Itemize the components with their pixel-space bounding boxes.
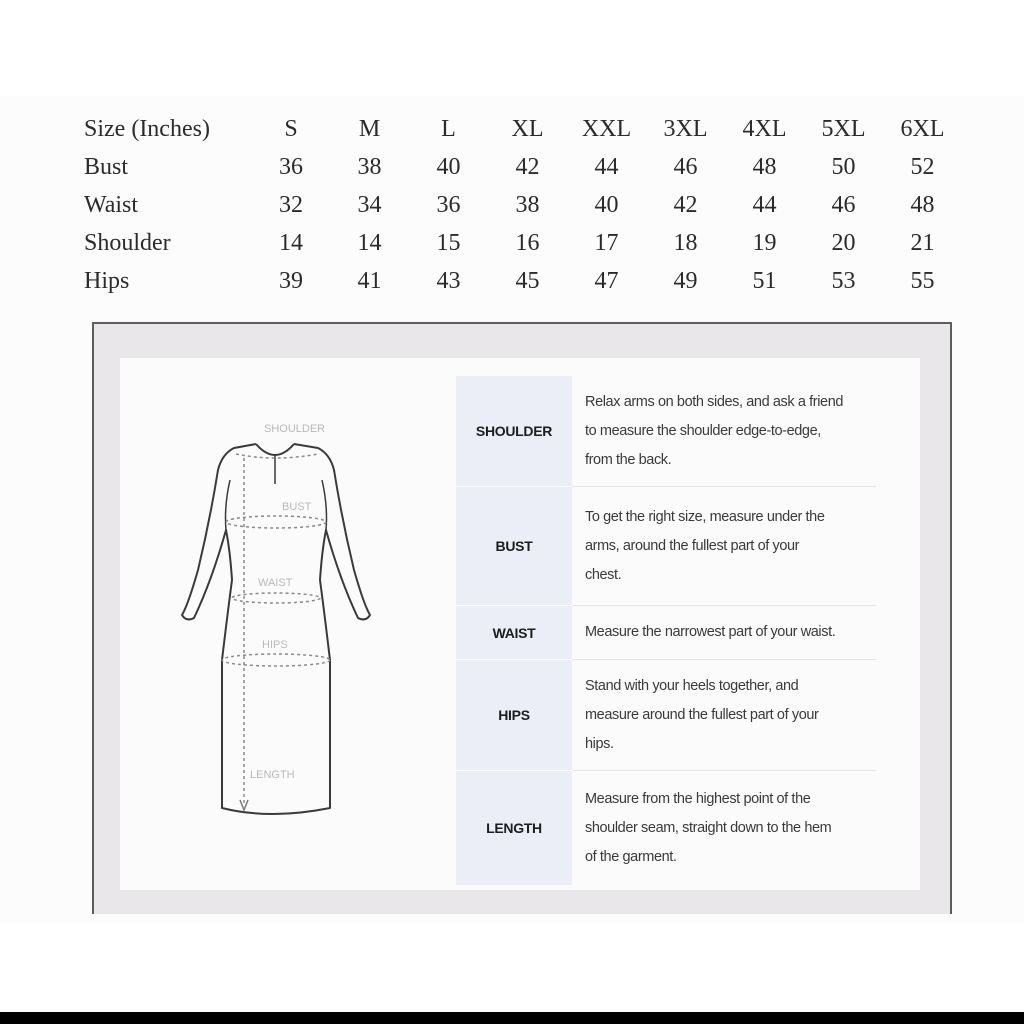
size-cell: 40 [594, 191, 619, 218]
size-cell: 18 [673, 229, 698, 256]
size-header-m: M [358, 115, 381, 142]
size-header-xl: XL [511, 115, 544, 142]
guide-line: chest. [585, 566, 622, 583]
dress-label-bust: BUST [282, 501, 312, 513]
size-cell: 17 [594, 229, 619, 256]
size-cell: 44 [594, 153, 619, 180]
dress-body [182, 444, 370, 814]
dress-outline [182, 444, 370, 814]
size-header-label: Size (Inches) [84, 115, 210, 142]
size-header-row [84, 110, 962, 148]
size-cell: 36 [436, 191, 461, 218]
size-row-label: Hips [84, 267, 130, 294]
size-cell: 14 [357, 229, 382, 256]
guide-term: HIPS [456, 660, 572, 771]
guide-row-hips [456, 660, 876, 771]
size-cell: 48 [752, 153, 777, 180]
size-cell: 48 [910, 191, 935, 218]
size-header-xxl: XXL [581, 115, 632, 142]
size-cell: 49 [673, 267, 698, 294]
guide-line: Stand with your heels together, and [585, 677, 799, 694]
size-row-waist [84, 186, 962, 224]
guide-row-length [456, 771, 876, 886]
size-cell: 52 [910, 153, 935, 180]
guide-line: Relax arms on both sides, and ask a friend [585, 393, 844, 410]
size-header-5xl: 5XL [821, 115, 866, 142]
size-cell: 38 [515, 191, 540, 218]
guide-line: Measure the narrowest part of your waist. [585, 624, 836, 640]
size-row-label: Bust [84, 153, 129, 180]
size-cell: 46 [831, 191, 856, 218]
size-header-4xl: 4XL [742, 115, 787, 142]
guide-line: Measure from the highest point of the [585, 790, 811, 807]
dress-left-sleeve-seam [226, 480, 231, 530]
size-cell: 42 [515, 153, 540, 180]
size-header-l: L [441, 115, 456, 142]
guide-row-waist [456, 606, 876, 660]
size-cell: 44 [752, 191, 777, 218]
dress-measure-lines [222, 454, 330, 806]
guide-description [572, 660, 876, 771]
size-row-label: Shoulder [84, 229, 171, 256]
guide-line: To get the right size, measure under the [585, 508, 825, 525]
size-row-bust [84, 148, 962, 186]
dress-label-length: LENGTH [250, 769, 295, 781]
size-cell: 14 [279, 229, 303, 256]
measure-guide-table [456, 376, 876, 885]
dress-diagram [170, 410, 390, 830]
guide-description [572, 606, 876, 660]
guide-line: measure around the fullest part of your [585, 706, 819, 723]
size-cell: 46 [673, 153, 698, 180]
guide-description [572, 487, 876, 606]
size-cell: 21 [910, 229, 935, 256]
guide-row-shoulder [456, 376, 876, 487]
size-row-hips [84, 262, 962, 300]
guide-line: to measure the shoulder edge-to-edge, [585, 422, 821, 439]
guide-term: BUST [456, 487, 572, 606]
guide-line: arms, around the fullest part of your [585, 537, 800, 554]
size-row-shoulder [84, 224, 962, 262]
size-row-label: Waist [84, 191, 139, 218]
size-cell: 53 [831, 267, 856, 294]
guide-term: SHOULDER [456, 376, 572, 487]
bust-measure-line [226, 516, 326, 528]
size-header-s: S [284, 115, 298, 142]
size-cell: 45 [515, 267, 540, 294]
size-cell: 41 [357, 267, 382, 294]
size-cell: 47 [594, 267, 619, 294]
size-cell: 39 [279, 267, 303, 294]
size-cell: 36 [279, 153, 303, 180]
size-cell: 40 [436, 153, 461, 180]
size-cell: 15 [436, 229, 461, 256]
dress-label-hips: HIPS [262, 639, 288, 651]
size-cell: 32 [279, 191, 303, 218]
size-cell: 55 [910, 267, 935, 294]
size-cell: 16 [515, 229, 540, 256]
dress-label-waist: WAIST [258, 577, 293, 589]
size-cell: 20 [831, 229, 856, 256]
size-cell: 43 [436, 267, 461, 294]
guide-line: from the back. [585, 451, 672, 468]
size-header-6xl: 6XL [900, 115, 945, 142]
bottom-bar [0, 1012, 1024, 1024]
dress-label-shoulder: SHOULDER [264, 423, 326, 435]
guide-description [572, 771, 876, 886]
size-cell: 38 [357, 153, 382, 180]
guide-description [572, 376, 876, 487]
size-cell: 19 [752, 229, 777, 256]
guide-term: WAIST [456, 606, 572, 660]
size-cell: 34 [357, 191, 382, 218]
size-cell: 51 [752, 267, 777, 294]
guide-row-bust [456, 487, 876, 606]
size-cell: 50 [831, 153, 856, 180]
hips-measure-line [222, 654, 330, 666]
guide-term: LENGTH [456, 771, 572, 886]
guide-line: hips. [585, 735, 614, 752]
guide-line: of the garment. [585, 848, 677, 865]
size-header-3xl: 3XL [663, 115, 708, 142]
guide-line: shoulder seam, straight down to the hem [585, 819, 832, 836]
waist-measure-line [232, 593, 320, 603]
dress-neckline [256, 444, 294, 455]
size-cell: 42 [673, 191, 698, 218]
size-chart-table [84, 110, 962, 300]
